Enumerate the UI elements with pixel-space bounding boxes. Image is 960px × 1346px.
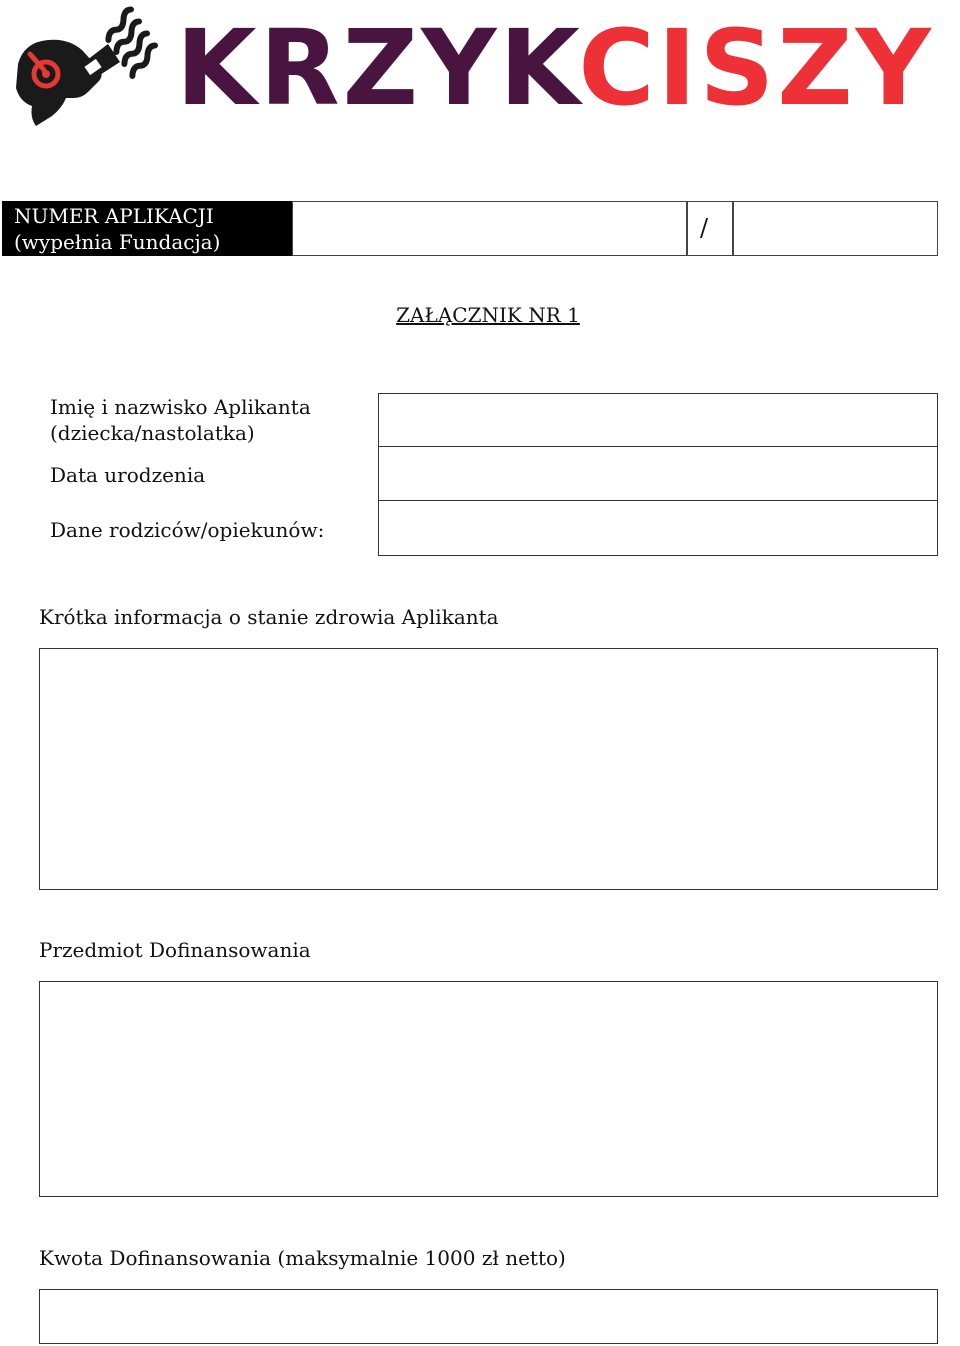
- funding-amount-label: Kwota Dofinansowania (maksymalnie 1000 zł netto): [39, 1246, 566, 1270]
- funding-subject-field[interactable]: [39, 981, 938, 1197]
- birthdate-field[interactable]: [378, 446, 938, 502]
- parents-label: Dane rodziców/opiekunów:: [50, 518, 325, 542]
- logo-word-ciszy: CISZY: [578, 7, 934, 129]
- parents-field[interactable]: [378, 500, 938, 556]
- application-number-label-line1: NUMER APLIKACJI: [14, 204, 214, 228]
- attachment-title: ZAŁĄCZNIK NR 1: [396, 303, 580, 327]
- application-number-label: [2, 201, 292, 256]
- application-number-separator: /: [700, 214, 709, 242]
- applicant-name-label-line1: Imię i nazwisko Aplikanta: [50, 395, 311, 419]
- application-number-divider: [732, 201, 734, 256]
- megaphone-head-icon: [14, 0, 170, 136]
- funding-amount-field[interactable]: [39, 1289, 938, 1344]
- application-number-label-line2: (wypełnia Fundacja): [14, 230, 221, 254]
- application-number-divider: [686, 201, 688, 256]
- applicant-name-field[interactable]: [378, 393, 938, 448]
- health-info-label: Krótka informacja o stanie zdrowia Aplikanta: [39, 605, 499, 629]
- applicant-name-label-line2: (dziecka/nastolatka): [50, 421, 255, 445]
- birthdate-label: Data urodzenia: [50, 463, 206, 487]
- logo-word-krzyk: KRZYK: [176, 7, 579, 129]
- application-number-field[interactable]: [292, 201, 938, 256]
- funding-subject-label: Przedmiot Dofinansowania: [39, 938, 311, 962]
- health-info-field[interactable]: [39, 648, 938, 890]
- applicant-name-label: [50, 394, 311, 446]
- logo-wordmark: [176, 8, 934, 128]
